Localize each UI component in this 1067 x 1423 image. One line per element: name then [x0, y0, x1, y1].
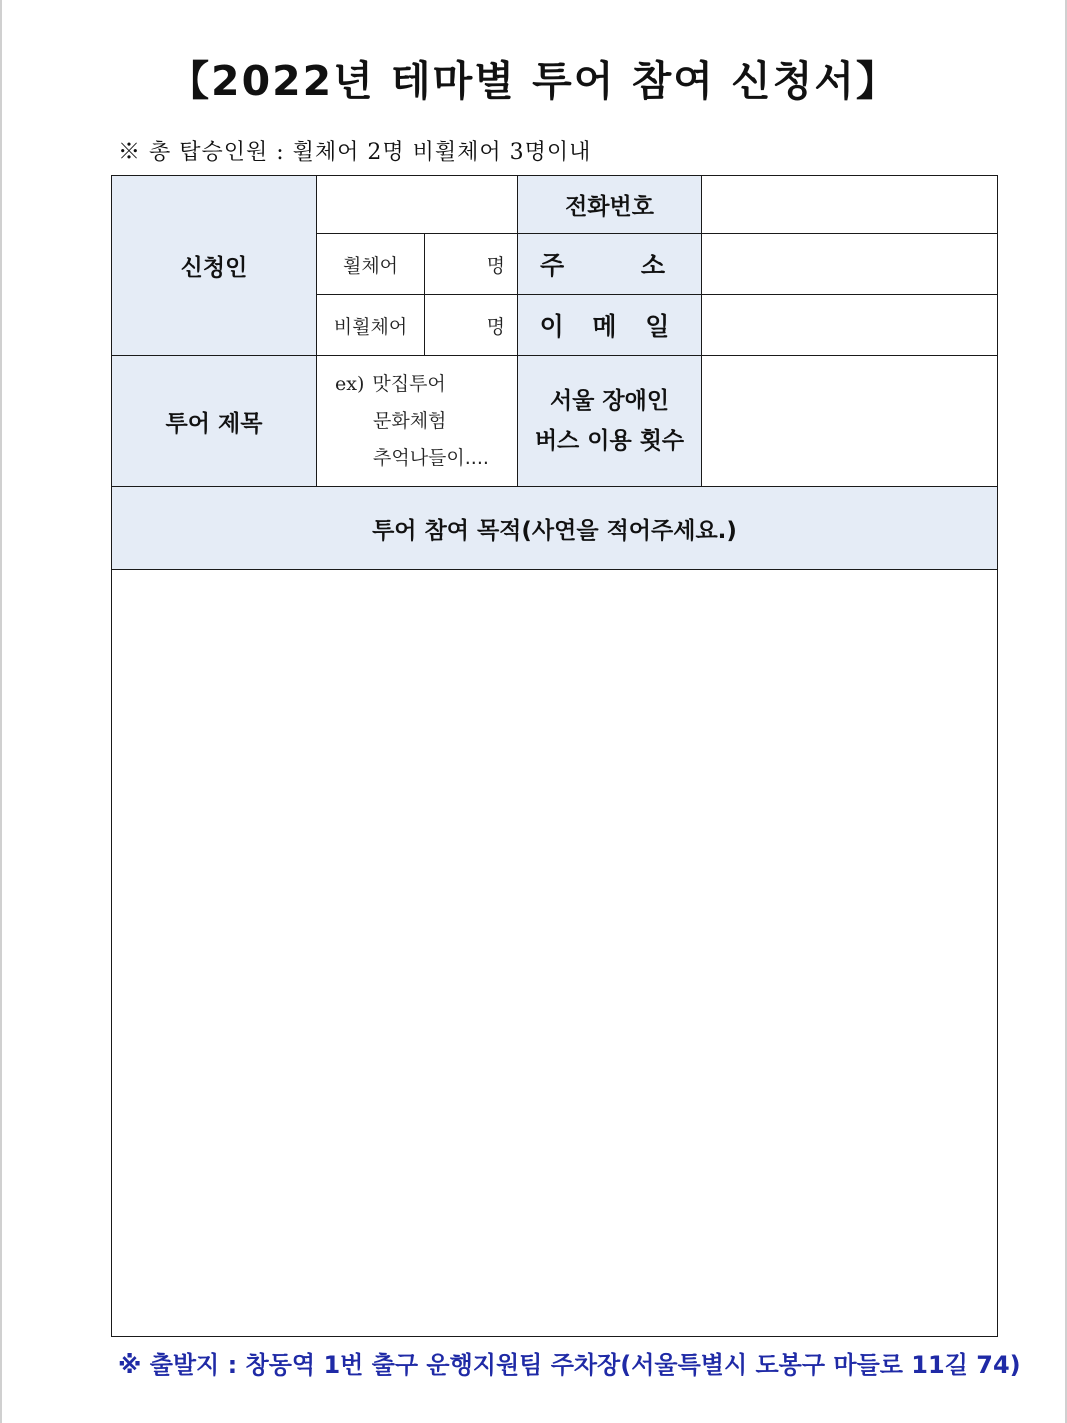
applicant-name-field[interactable] [316, 175, 518, 234]
page-left-edge [0, 0, 2, 1423]
email-label-cell [517, 294, 702, 356]
bus-usage-label-cell [517, 355, 702, 487]
non-wheelchair-count-field[interactable] [424, 294, 518, 356]
tour-title-field[interactable] [316, 355, 518, 487]
bus-usage-label-line1: 서울 장애인 [549, 388, 670, 414]
example-line-3 [335, 440, 489, 477]
applicant-label: 신청인 [180, 255, 248, 281]
purpose-label: 투어 참여 목적(사연을 적어주세요.) [372, 517, 737, 544]
wheelchair-label-cell [316, 233, 425, 295]
applicant-label-cell [111, 175, 317, 356]
example-line-2 [335, 403, 446, 440]
example-item: 문화체험 [373, 409, 447, 432]
non-wheelchair-label: 비휠체어 [333, 315, 408, 338]
tour-title-label: 투어 제목 [165, 410, 263, 437]
passenger-limit-note: ※ 총 탑승인원 : 휠체어 2명 비휠체어 3명이내 [118, 140, 592, 165]
wheelchair-label: 휠체어 [342, 254, 399, 277]
example-item: 맛집투어 [372, 372, 446, 395]
purpose-header-cell [111, 486, 998, 570]
example-line-1 [335, 366, 446, 403]
wheelchair-unit: 명 [486, 254, 505, 277]
phone-label-cell [517, 175, 702, 234]
phone-field[interactable] [701, 175, 998, 234]
address-label: 주 소 [539, 251, 699, 280]
application-form [111, 175, 998, 1337]
departure-info: ※ 출발지 : 창동역 1번 출구 운행지원팀 주차장(서울특별시 도봉구 마들로 11길 74) [118, 1351, 1021, 1379]
bus-usage-label-line2: 버스 이용 횟수 [534, 428, 685, 454]
example-prefix: ex) [335, 372, 365, 395]
address-field[interactable] [701, 233, 998, 295]
bus-usage-field[interactable] [701, 355, 998, 487]
non-wheelchair-label-cell [316, 294, 425, 356]
tour-title-label-cell [111, 355, 317, 487]
document-title: 【2022년 테마별 투어 참여 신청서】 [168, 57, 899, 105]
purpose-textarea[interactable] [111, 569, 998, 1337]
address-label-cell [517, 233, 702, 295]
wheelchair-count-field[interactable] [424, 233, 518, 295]
email-field[interactable] [701, 294, 998, 356]
email-label: 이 메 일 [539, 312, 680, 341]
phone-label: 전화번호 [565, 194, 654, 220]
example-item: 추억나들이.... [373, 446, 489, 469]
non-wheelchair-unit: 명 [486, 315, 505, 338]
